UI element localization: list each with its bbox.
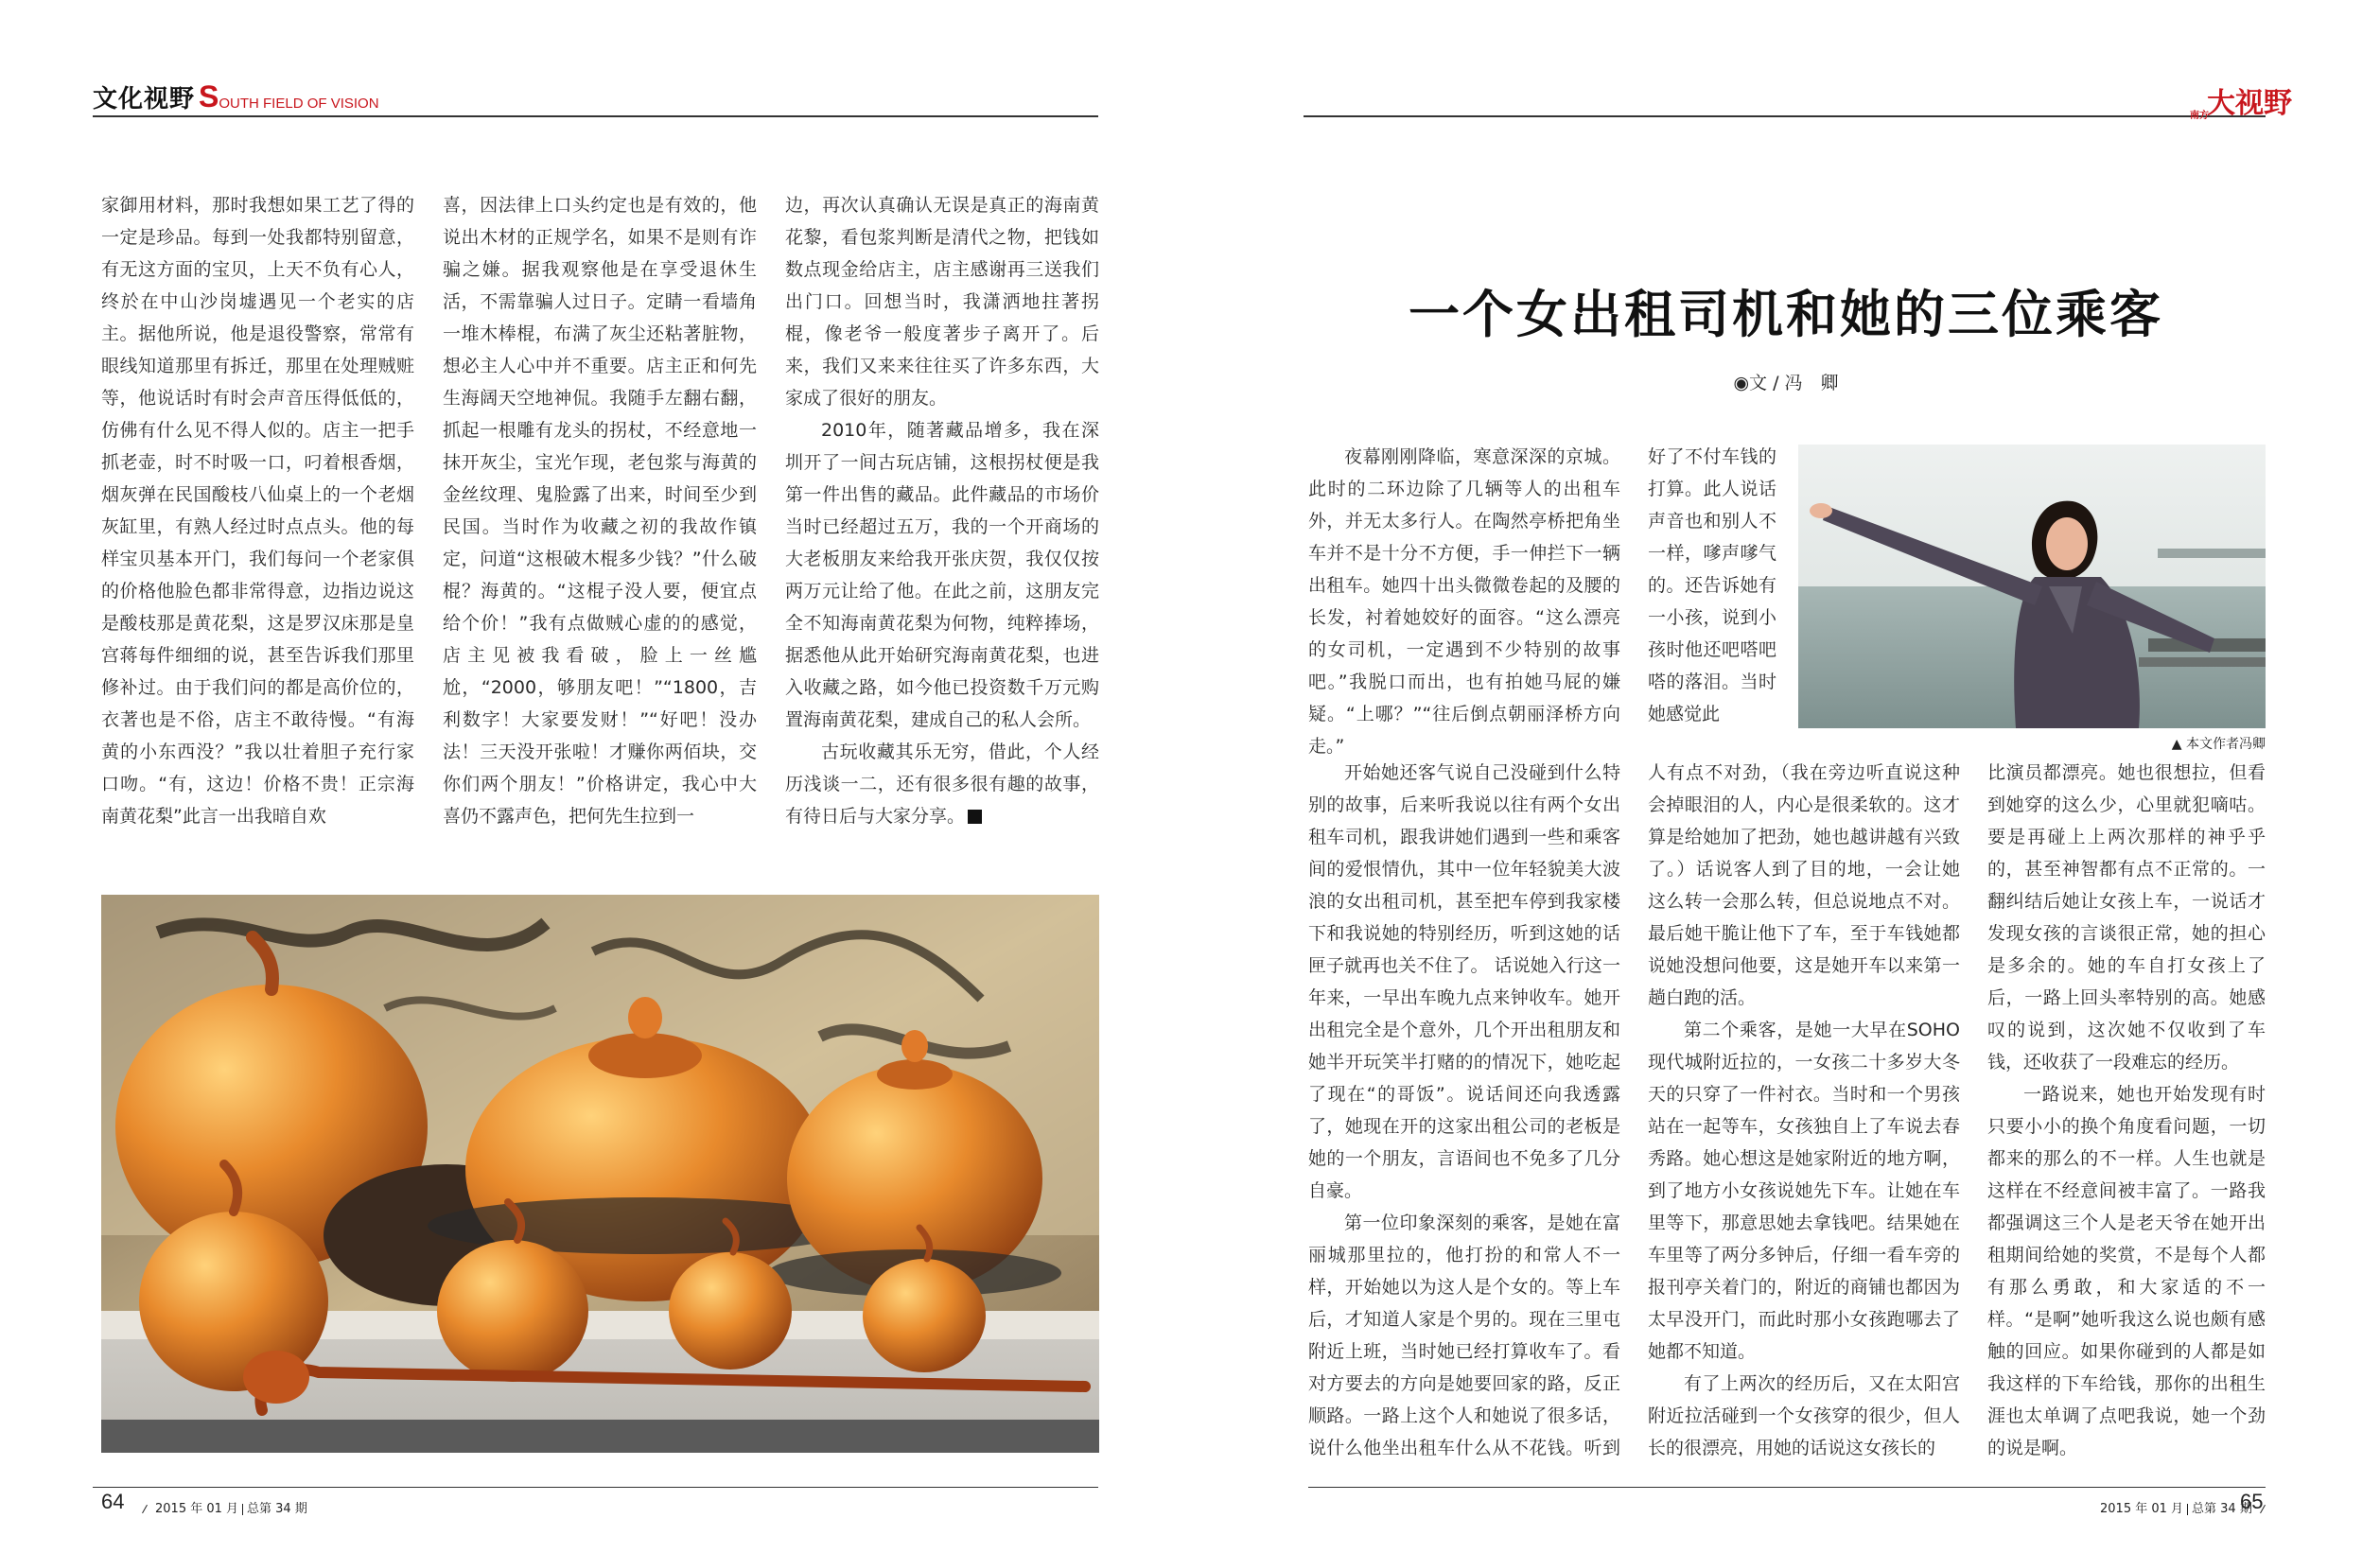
paragraph [785, 736, 1099, 832]
header-rule [1304, 115, 2266, 117]
paragraph: 第一位印象深刻的乘客，是她在富丽城那里拉的，他打扮的和常人不一样，开始她以为这人是个女的。等上车后，才知道人家是个男的。现在三里屯附近上班，当时她已经打算收车了。看对方要去的方向是她要回家的路，反正顺路。一路上这个人和她说了很多话，说什么他坐出租车什么从不花钱。听到 [1308, 1213, 1620, 1457]
paragraph: 喜，因法律上口头约定也是有效的，他说出木材的正规学名，如果不是则有诈骗之嫌。据我观察他是在享受退休生活，不需靠骗人过日子。定睛一看墙角一堆木棒棍，布满了灰尘还粘著脏物，想必主人心中并不重要。店主正和何先生海阔天空地神侃。我随手左翻右翻，抓起一根雕有龙头的拐杖，不经意地一抹开灰尘，宝光乍现，老包浆与海黄的金丝纹理、鬼脸露了出来，时间至少到民国。当时作为收藏之初的我故作镇定，问道“这根破木棍多少钱？”什么破棍？海黄的。“这棍子没人要，便宜点给个价！”我有点做贼心虚的的感觉，店主见被我看破，脸上一丝尴尬，“2000，够朋友吧！”“1800，吉利数字！大家要发财！”“好吧！没办法！三天没开张啦！才赚你两佰块，交你们两个朋友！”价格讲定，我心中大喜仍不露声色，把何先生拉到一 [443, 195, 757, 827]
article-title: 一个女出租司机和她的三位乘客 [1409, 285, 2163, 344]
paragraph: 一路说来，她也开始发现有时只要小小的换个角度看问题，一切都来的那么的不一样。人生也就是这样在不经意间被丰富了。一路我都强调这三个人是老天爷在她开出租期间给她的奖赏，不是每个人都有那么勇敢，和大家适的不一样。“是啊”她听我这么说也颇有感触的回应。如果你碰到的人都是如我这样的下车给钱，那你的出租生涯也太单调了点吧我说，她一个劲的说是啊。 [1987, 1084, 2266, 1457]
article-column-3 [1987, 757, 2266, 1457]
article-column-1-lower [1308, 757, 1620, 1457]
huanghuali-carvings-photo [101, 895, 1099, 1453]
brand-tag: 南方 [2190, 111, 2209, 121]
article-column-1 [101, 189, 414, 870]
right-page [1190, 0, 2380, 1553]
section-title: 文化视野 [93, 85, 196, 113]
brand-masthead [2190, 79, 2292, 121]
paragraph: 比演员都漂亮。她也很想拉，但看到她穿的这么少，心里就犯嘀咕。要是再碰上上两次那样的神乎乎的，甚至神智都有点不正常的。一翻纠结后她让女孩上车，一说话才发现女孩的言谈很正常，她的担心是多余的。她的车自打女孩上了后，一路上回头率特别的高。她感叹的说到，这次她不仅收到了车钱，还收获了一段难忘的经历。 [1987, 762, 2266, 1073]
photo-caption-text: ▲ 本文作者冯卿 [2171, 737, 2266, 752]
article-column-3 [785, 189, 1099, 870]
page-number: 65 [2240, 1490, 2264, 1513]
issue-info [140, 1498, 307, 1516]
paragraph: 家御用材料，那时我想如果工艺了得的一定是珍品。每到一处我都特别留意，有无这方面的宝贝，上天不负有心人，终於在中山沙岗墟遇见一个老实的店主。据他所说，他是退役警察，常常有眼线知道那里有拆迁，那里在处理贼赃等，他说话时有时会声音压得低低的，仿佛有什么见不得人似的。店主一把手抓老壶，时不时吸一口，叼着根香烟，烟灰弹在民国酸枝八仙桌上的一个老烟灰缸里，有熟人经过时点点头。他的每样宝贝基本开门，我们每问一个老家俱的价格他脸色都非常得意，边指边说这是酸枝那是黄花梨，这是罗汉床那是皇宫蒋每件细细的说，甚至告诉我们那里修补过。由于我们问的都是高价位的，衣著也是不俗，店主不敢待慢。“有海黄的小东西没？”我以壮着胆子充行家口吻。“有，这边！价格不贵！正宗海南黄花梨”此言一出我暗自欢 [101, 195, 414, 827]
article-column-1-upper [1308, 441, 1620, 762]
paragraph: 2010年，随著藏品增多，我在深圳开了一间古玩店铺，这根拐杖便是我第一件出售的藏品。此件藏品的市场价当时已经超过五万，我的一个开商场的大老板朋友来给我开张庆贺，我仅仅按两万元让给了他。在此之前，这朋友完全不知海南黄花梨为何物，纯粹捧场，据悉他从此开始研究海南黄花梨，也进入收藏之路，如今他已投资数千万元购置海南黄花梨，建成自己的私人会所。 [785, 420, 1099, 730]
article-column-2-lower [1648, 757, 1960, 1457]
footer-rule [1308, 1487, 2266, 1488]
paragraph: 有了上两次的经历后，又在太阳宫附近拉活碰到一个女孩穿的很少，但人长的很漂亮，用她的话说这女孩长的 [1648, 1373, 1960, 1457]
issue-date: 2015 年 01 月 [155, 1502, 239, 1516]
paragraph: 好了不付车钱的打算。此人说话声音也和别人不一样，嗲声嗲气的。还告诉她有一小孩，说到小孩时他还吧嗒吧嗒的落泪。当时她感觉此 [1648, 446, 1776, 724]
header-rule [93, 115, 1098, 117]
paragraph: 边，再次认真确认无误是真正的海南黄花黎，看包浆判断是清代之物，把钱如数点现金给店主，店主感谢再三送我们出门口。回想当时，我潇洒地拄著拐棍，像老爷一般度著步子离开了。后来，我们又来来往往买了许多东西，大家成了很好的朋友。 [785, 195, 1099, 409]
section-header [93, 79, 379, 117]
paragraph: 夜幕刚刚降临，寒意深深的京城。此时的二环边除了几辆等人的出租车外，并无太多行人。在陶然亭桥把角坐车并不是十分不方便，手一伸拦下一辆出租车。她四十出头微微卷起的及腰的长发，衬着她姣好的面容。“这么漂亮的女司机，一定遇到不少特别的故事吧。”我脱口而出，也有拍她马屁的嫌疑。“上哪？”“往后倒点朝丽泽桥方向走。” [1308, 446, 1620, 757]
paragraph: 第二个乘客，是她一大早在SOHO现代城附近拉的，一女孩二十多岁大冬天的只穿了一件衬衣。当时和一个男孩站在一起等车，女孩独自上了车说去春秀路。她心想这是她家附近的地方啊，到了地方小女孩说她先下车。让她在车里等下，那意思她去拿钱吧。结果她在车里等了两分多钟后，仔细一看车旁的报刊亭关着门的，附近的商铺也都因为太早没开门，而此时那小女孩跑哪去了她都不知道。 [1648, 1020, 1960, 1362]
byline-prefix: ◉文 / [1733, 373, 1779, 393]
article-column-2 [443, 189, 757, 870]
section-en-rest: OUTH FIELD OF VISION [219, 96, 379, 112]
issue-date: 2015 年 01 月 [2100, 1502, 2184, 1516]
paragraph-text: 古玩收藏其乐无穷，借此，个人经历浅谈一二，还有很多很有趣的故事，有待日后与大家分享。 [785, 742, 1099, 827]
byline [1521, 369, 2051, 394]
footer-rule [93, 1487, 1098, 1488]
slash-icon [142, 1505, 148, 1513]
author-photo-illustration [1798, 445, 2266, 728]
brand-name: 大视野 [2207, 87, 2292, 120]
paragraph: 人有点不对劲，（我在旁边听直说这种会掉眼泪的人，内心是很柔软的。这才算是给她加了把劲，她也越讲越有兴致了。）话说客人到了目的地，一会让她这么转一会那么转，但总说地点不对。最后她干脆让他下了车，至于车钱她都说她没想问他要，这是她开车以来第一趟白跑的活。 [1648, 762, 1960, 1008]
issue-total: 总第 34 期 [247, 1502, 307, 1516]
paragraph: 开始她还客气说自己没碰到什么特别的故事，后来听我说以往有两个女出租车司机，跟我讲她们遇到一些和乘客间的爱恨情仇，其中一位年轻貌美大波浪的女出租司机，甚至把车停到我家楼下和我说她的特别经历，听到这她的话匣子就再也关不住了。 话说她入行这一年来，一早出车晚九点来钟收车。她开出租完全是个意外，几个开出租朋友和她半开玩笑半打赌的的情况下，她吃起了现在“的哥饭”。说话间还向我透露了，她现在开的这家出租公司的老板是她的一个朋友，言语间也不免多了几分自豪。 [1308, 762, 1620, 1201]
photo-caption [1994, 734, 2266, 753]
page-number: 64 [101, 1490, 125, 1513]
author-photo [1798, 445, 2266, 728]
author-name: 冯 卿 [1784, 373, 1839, 393]
issue-total: 总第 34 期 [2192, 1502, 2252, 1516]
separator [242, 1504, 243, 1515]
v-end-mark-icon: V [968, 810, 982, 824]
section-en-initial: S [199, 79, 219, 113]
article-column-2-narrow [1648, 441, 1776, 762]
photo-illustration [101, 895, 1099, 1453]
separator [2187, 1504, 2188, 1515]
